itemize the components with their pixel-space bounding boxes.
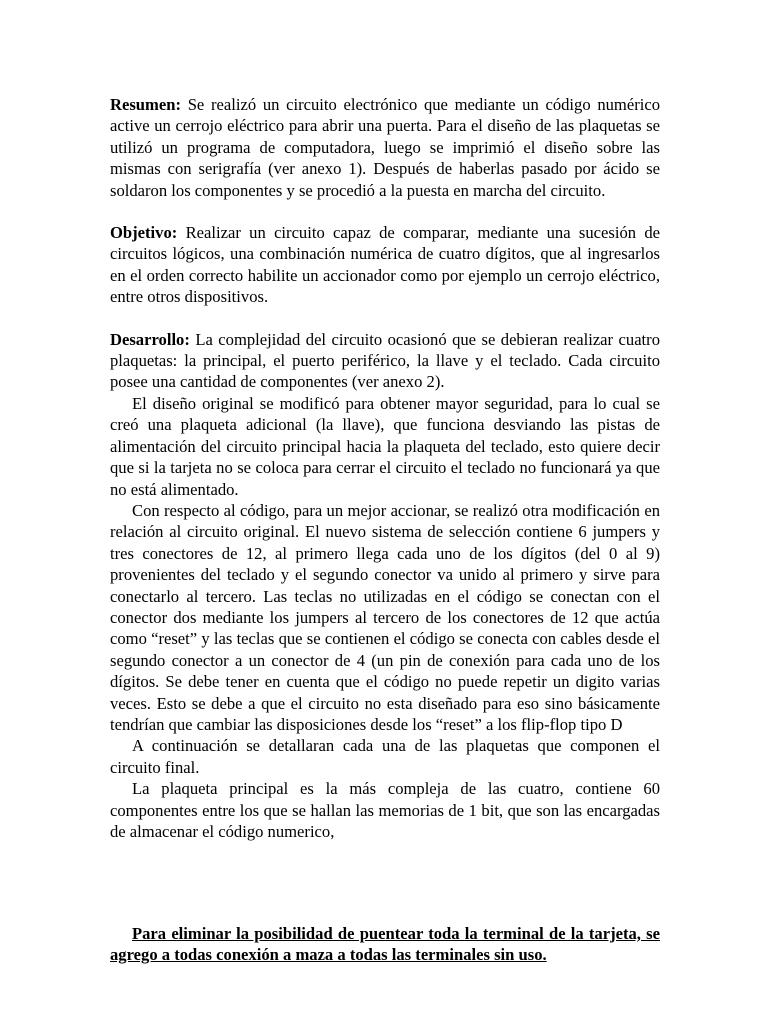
desarrollo-text: La complejidad del circuito ocasionó que se debieran realizar cuatro plaquetas: la principal, el puerto periférico, la llave y el teclado. Cada circuito posee una cantidad de componentes (ver anexo 2). xyxy=(110,329,660,392)
resumen-paragraph xyxy=(110,94,660,201)
document-body xyxy=(110,94,660,842)
objetivo-heading: Objetivo: xyxy=(110,223,178,243)
desarrollo-paragraph xyxy=(110,329,660,393)
desarrollo-heading: Desarrollo: xyxy=(110,329,190,349)
resumen-text: Se realizó un circuito electrónico que mediante un código numérico active un cerrojo eléctrico para abrir una puerta. Para el diseño de las plaquetas se utilizó un programa de computadora, luego se imprimió el diseño sobre las mismas con serigrafía (ver anexo 1). Después de haberlas pasado por ácido se soldaron los componentes y se procedió a la puesta en marcha del circuito. xyxy=(110,95,660,200)
codigo-paragraph: Con respecto al código, para un mejor accionar, se realizó otra modificación en relación al circuito original. El nuevo sistema de selección contiene 6 jumpers y tres conectores de 12, al primero llega cada uno de los dígitos (del 0 al 9) provenientes del teclado y el segundo conector va unido al primero y sirve para conectarlo al tercero. Las teclas no utilizadas en el código se conectan con el conector dos mediante los jumpers al tercero de los conectores de 12 que actúa como “reset” y las teclas que se contienen el código se conecta con cables desde el segundo conector a un conector de 4 (un pin de conexión para cada uno de los dígitos. Se debe tener en cuenta que el código no puede repetir un digito varias veces. Esto se debe a que el circuito no esta diseñado para eso sino básicamente tendrían que cambiar las disposiciones desde los “reset” a los flip-flop tipo D xyxy=(110,500,660,734)
resumen-heading: Resumen: xyxy=(110,95,181,114)
plaqueta-principal-paragraph: La plaqueta principal es la más compleja de las cuatro, contiene 60 componentes entre los que se hallan las memorias de 1 bit, que son las encargadas de almacenar el código numerico, xyxy=(110,779,660,841)
continuacion-paragraph: A continuación se detallaran cada una de las plaquetas que componen el circuito final. xyxy=(110,736,660,777)
note-paragraph: Para eliminar la posibilidad de puentear toda la terminal de la tarjeta, se agrego a todas conexión a maza a todas las terminales sin uso. xyxy=(110,924,660,965)
objetivo-paragraph xyxy=(110,222,660,308)
objetivo-text: Realizar un circuito capaz de comparar, mediante una sucesión de circuitos lógicos, una combinación numérica de cuatro dígitos, que al ingresarlos en el orden correcto habilite un accionador como por ejemplo un cerrojo eléctrico, entre otros dispositivos. xyxy=(110,223,660,307)
llave-paragraph: El diseño original se modificó para obtener mayor seguridad, para lo cual se creó una plaqueta adicional (la llave), que funciona desviando las pistas de alimentación del circuito principal hacia la plaqueta del teclado, esto quiere decir que si la tarjeta no se coloca para cerrar el circuito el teclado no funcionará ya que no está alimentado. xyxy=(110,393,660,499)
